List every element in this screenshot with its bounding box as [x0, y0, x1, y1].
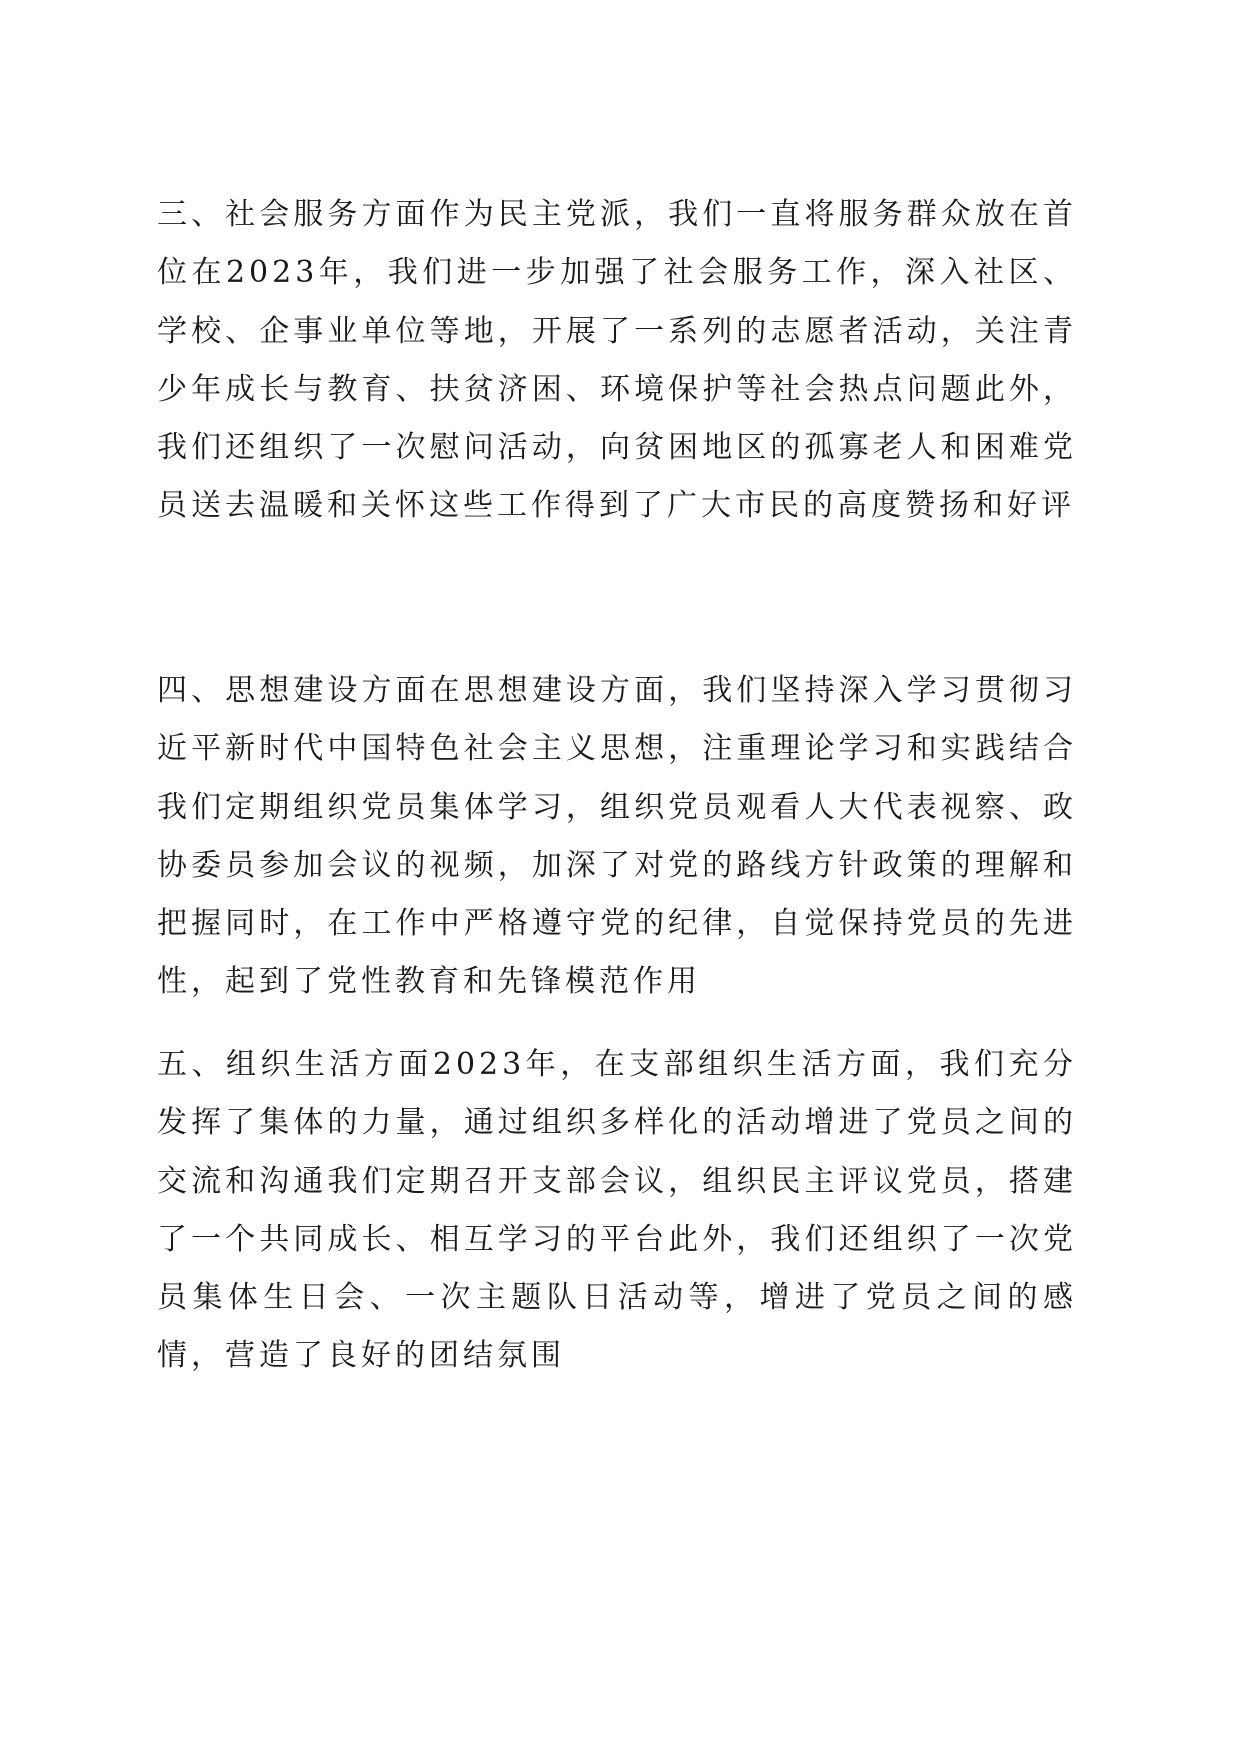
paragraph-social-service: 三、社会服务方面作为民主党派，我们一直将服务群众放在首位在2023年，我们进一步加强了社会服务工作，深入社区、学校、企事业单位等地，开展了一系列的志愿者活动，关注青少年成长与教育、扶贫济困、环境保护等社会热点问题此外，我们还组织了一次慰问活动，向贫困地区的孤寡老人和困难党员送去温暖和关怀这些工作得到了广大市民的高度赞扬和好评	[157, 197, 1077, 524]
paragraph-organizational-life: 五、组织生活方面2023年，在支部组织生活方面，我们充分发挥了集体的力量，通过组织多样化的活动增进了党员之间的交流和沟通我们定期召开支部会议，组织民主评议党员，搭建了一个共同成长、相互学习的平台此外，我们还组织了一次党员集体生日会、一次主题队日活动等，增进了党员之间的感情，营造了良好的团结氛围	[157, 1047, 1077, 1374]
paragraph-ideological-building: 四、思想建设方面在思想建设方面，我们坚持深入学习贯彻习近平新时代中国特色社会主义思想，注重理论学习和实践结合我们定期组织党员集体学习，组织党员观看人大代表视察、政协委员参加会议的视频，加深了对党的路线方针政策的理解和把握同时，在工作中严格遵守党的纪律，自觉保持党员的先进性，起到了党性教育和先锋模范作用	[157, 673, 1077, 1000]
